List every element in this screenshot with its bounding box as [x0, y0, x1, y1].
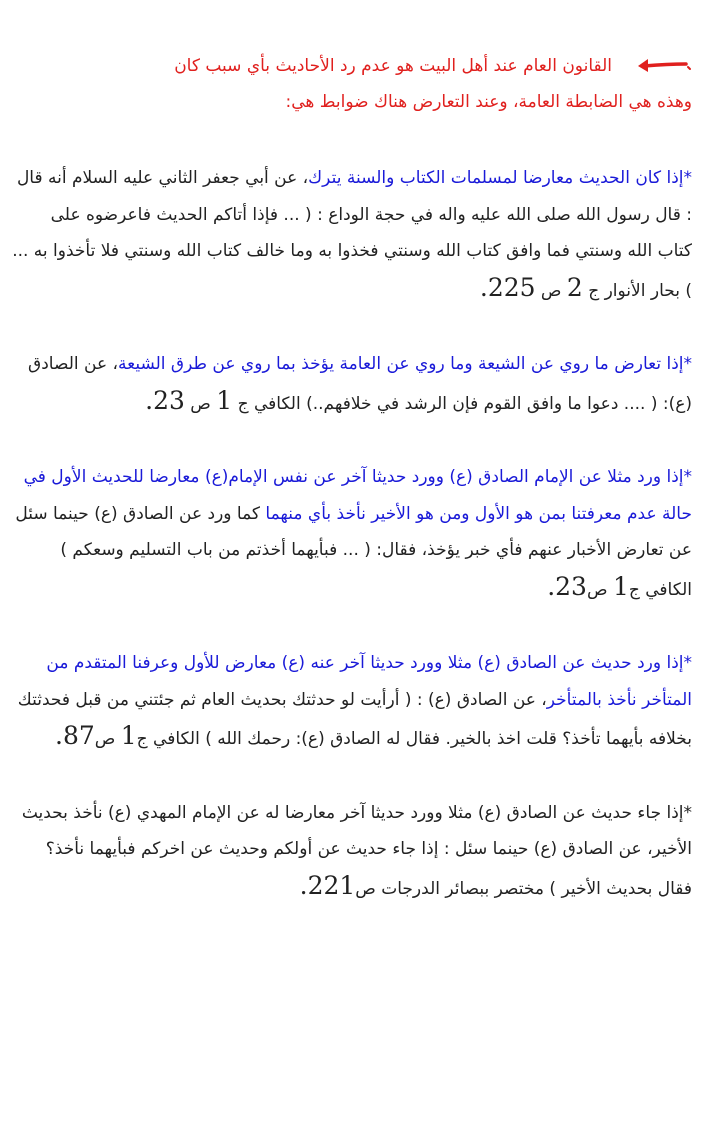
reference-separator: ص	[94, 729, 121, 749]
heading-line-1	[12, 48, 692, 84]
rule-highlight: *إذا ورد حديث عن الصادق (ع) مثلا وورد حديثا آخر عنه (ع) معارض للأول وعرفنا المتقدم من المتأخر نأخذ بالمتأخر	[46, 653, 692, 710]
rule-section-1	[12, 160, 692, 309]
rule-paragraph	[12, 459, 692, 608]
rule-body: ، عن أبي جعفر الثاني عليه السلام أنه قال : قال رسول الله صلى الله عليه واله في حجة الوداع : ( ... فإذا أتاكم الحديث فاعرضوه على كتاب الله وسنتي فما وافق كتاب الله وسنتي فخذوا به وما خالف كتاب الله وسنتي فلا تأخذوا به ... ) بحار الأنوار ج	[12, 168, 692, 301]
reference-end: .	[145, 385, 154, 415]
heading-line-1-text: القانون العام عند أهل البيت هو عدم رد الأحاديث بأي سبب كان	[174, 56, 612, 76]
rule-body: كما ورد عن الصادق (ع) حينما سئل عن تعارض الأخبار عنهم فأي خبر يؤخذ، فقال: ( ... فبأيهما أخذتم من باب التسليم وسعكم ) الكافي ج	[15, 503, 692, 600]
reference-page: 23	[153, 385, 185, 415]
reference-volume: 1	[612, 571, 629, 601]
reference-volume: 2	[566, 272, 583, 302]
reference-page: 221	[307, 870, 356, 900]
reference-page: 23	[555, 571, 587, 601]
reference-end: .	[55, 721, 63, 750]
heading-line-2: وهذه هي الضابطة العامة، وعند التعارض هناك ضوابط هي:	[285, 92, 692, 112]
left-arrow-icon	[634, 55, 692, 77]
rule-section-2	[12, 346, 692, 422]
rule-paragraph	[12, 645, 692, 758]
rule-body: *إذا جاء حديث عن الصادق (ع) مثلا وورد حديثا آخر معارضا له عن الإمام المهدي (ع) نأخذ بحديث الأخير، عن الصادق (ع) حينما سئل : إذا جاء حديث عن أولكم وحديث عن اخركم فبأيهما نأخذ؟ فقال بحديث الأخير ) مختصر ببصائر الدرجات ص	[21, 802, 692, 899]
rule-section-5	[12, 795, 692, 908]
reference-separator: ص	[184, 393, 217, 414]
reference-page: 87	[62, 721, 95, 750]
rule-paragraph	[12, 160, 692, 309]
rule-body: ، عن الصادق (ع): ( .... دعوا ما وافق القوم فإن الرشد في خلافهم..) الكافي ج	[28, 354, 692, 414]
reference-page: 225	[487, 272, 536, 302]
rule-paragraph	[12, 795, 692, 908]
reference-separator: ص	[586, 579, 613, 600]
reference-volume: 1	[216, 385, 233, 415]
reference-volume: 1	[120, 721, 137, 750]
rule-paragraph	[12, 346, 692, 422]
rule-highlight: *إذا كان الحديث معارضا لمسلمات الكتاب والسنة يترك	[308, 168, 692, 188]
rule-body: ، عن الصادق (ع) : ( أرأيت لو حدثتك بحديث العام ثم جئتني من قبل فحدثتك بخلافه بأيهما تأخذ؟ قلت اخذ بالخير. فقال له الصادق (ع): رحمك الله ) الكافي ج	[17, 689, 692, 749]
rule-highlight: *إذا ورد مثلا عن الإمام الصادق (ع) وورد حديثا آخر عن نفس الإمام(ع) معارضا للحديث الأول في حالة عدم معرفتنا بمن هو الأول ومن هو الأخير نأخذ بأي منهما	[23, 467, 692, 524]
reference-end: .	[299, 870, 308, 900]
rule-section-3	[12, 459, 692, 608]
reference-end: .	[479, 272, 488, 302]
rule-highlight: *إذا تعارض ما روي عن الشيعة وما روي عن العامة يؤخذ بما روي عن طرق الشيعة	[118, 354, 692, 374]
reference-separator: ص	[535, 280, 567, 301]
reference-end: .	[547, 571, 556, 601]
heading-block	[12, 48, 692, 120]
rule-section-4	[12, 645, 692, 758]
